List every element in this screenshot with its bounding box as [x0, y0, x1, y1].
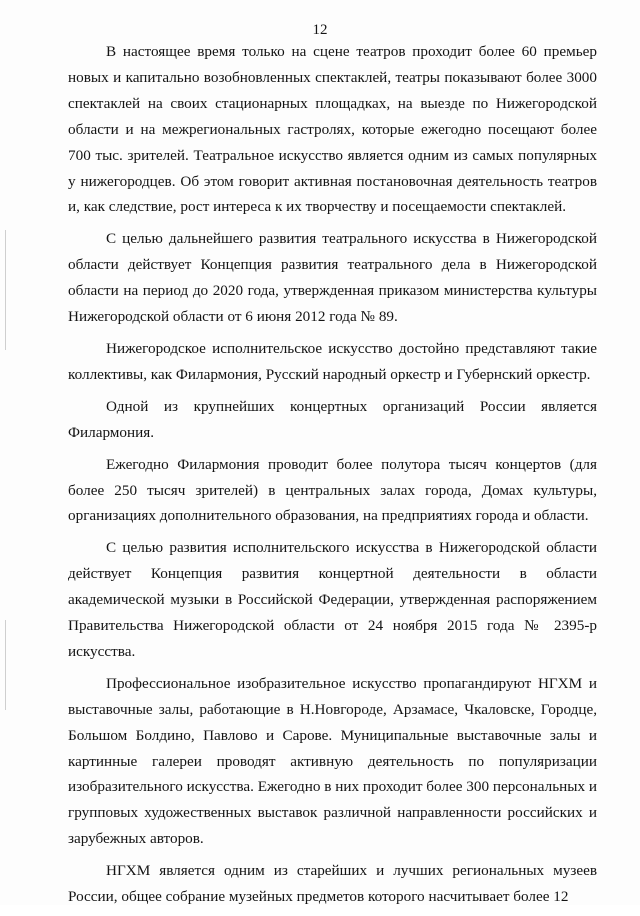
scan-edge-line [5, 620, 6, 710]
paragraph-ngkhm-museum: НГХМ является одним из старейших и лучших региональных музеев России, общее собрание музейных предметов которого насчитывает более 12 [68, 862, 597, 906]
paragraph-performing-arts: Нижегородское исполнительское искусство достойно представляют такие коллективы, как Филармония, Русский народный оркестр и Губернский оркестр. [68, 339, 597, 383]
scan-edge-line [5, 230, 6, 350]
paragraph-philharmonic: Одной из крупнейших концертных организаций России является Филармония. [68, 397, 597, 441]
paragraph-concert-concept: С целью развития исполнительского искусства в Нижегородской области действует Концепция развития концертной деятельности в области академической музыки в Российской Федерации, утвержденная распоряжением Правительства Нижегородской области от 24 ноября 2015 года № 2395-р искусства. [68, 539, 597, 660]
paragraph-theatre-concept: С целью дальнейшего развития театрального искусства в Нижегородской области действует Концепция развития театрального дела в Нижегородской области на период до 2020 года, утвержденная приказом министерства культуры Нижегородской области от 6 июня 2012 года № 89. [68, 230, 597, 326]
paragraph-visual-arts: Профессиональное изобразительное искусство пропагандируют НГХМ и выставочные залы, работающие в Н.Новгороде, Арзамасе, Чкаловске, Городце, Большом Болдино, Павлово и Сарове. Муниципальные выставочные залы и картинные галереи проводят активную деятельность по популяризации изобразительного искусства. Ежегодно в них проходит более 300 персональных и групповых художественных выставок различной направленности российских и зарубежных авторов. [68, 674, 598, 848]
page-number: 12 [312, 22, 328, 38]
paragraph-theatre-stats: В настоящее время только на сцене театров проходит более 60 премьер новых и капитально возобновленных спектаклей, театры показывают более 3000 спектаклей на своих стационарных площадках, на выезде по Нижегородской области и на межрегиональных гастролях, которые ежегодно посещают более 700 тыс. зрителей. Театральное искусство является одним из самых популярных у нижегородцев. Об этом говорит активная постановочная деятельность театров и, как следствие, рост интереса к их творчеству и посещаемости спектаклей. [68, 43, 597, 216]
document-body [68, 39, 597, 916]
paragraph-philharmonic-concerts: Ежегодно Филармония проводит более полутора тысяч концертов (для более 250 тысяч зрителей) в центральных залах города, Домах культуры, организациях дополнительного образования, на предприятиях города и области. [68, 455, 597, 525]
